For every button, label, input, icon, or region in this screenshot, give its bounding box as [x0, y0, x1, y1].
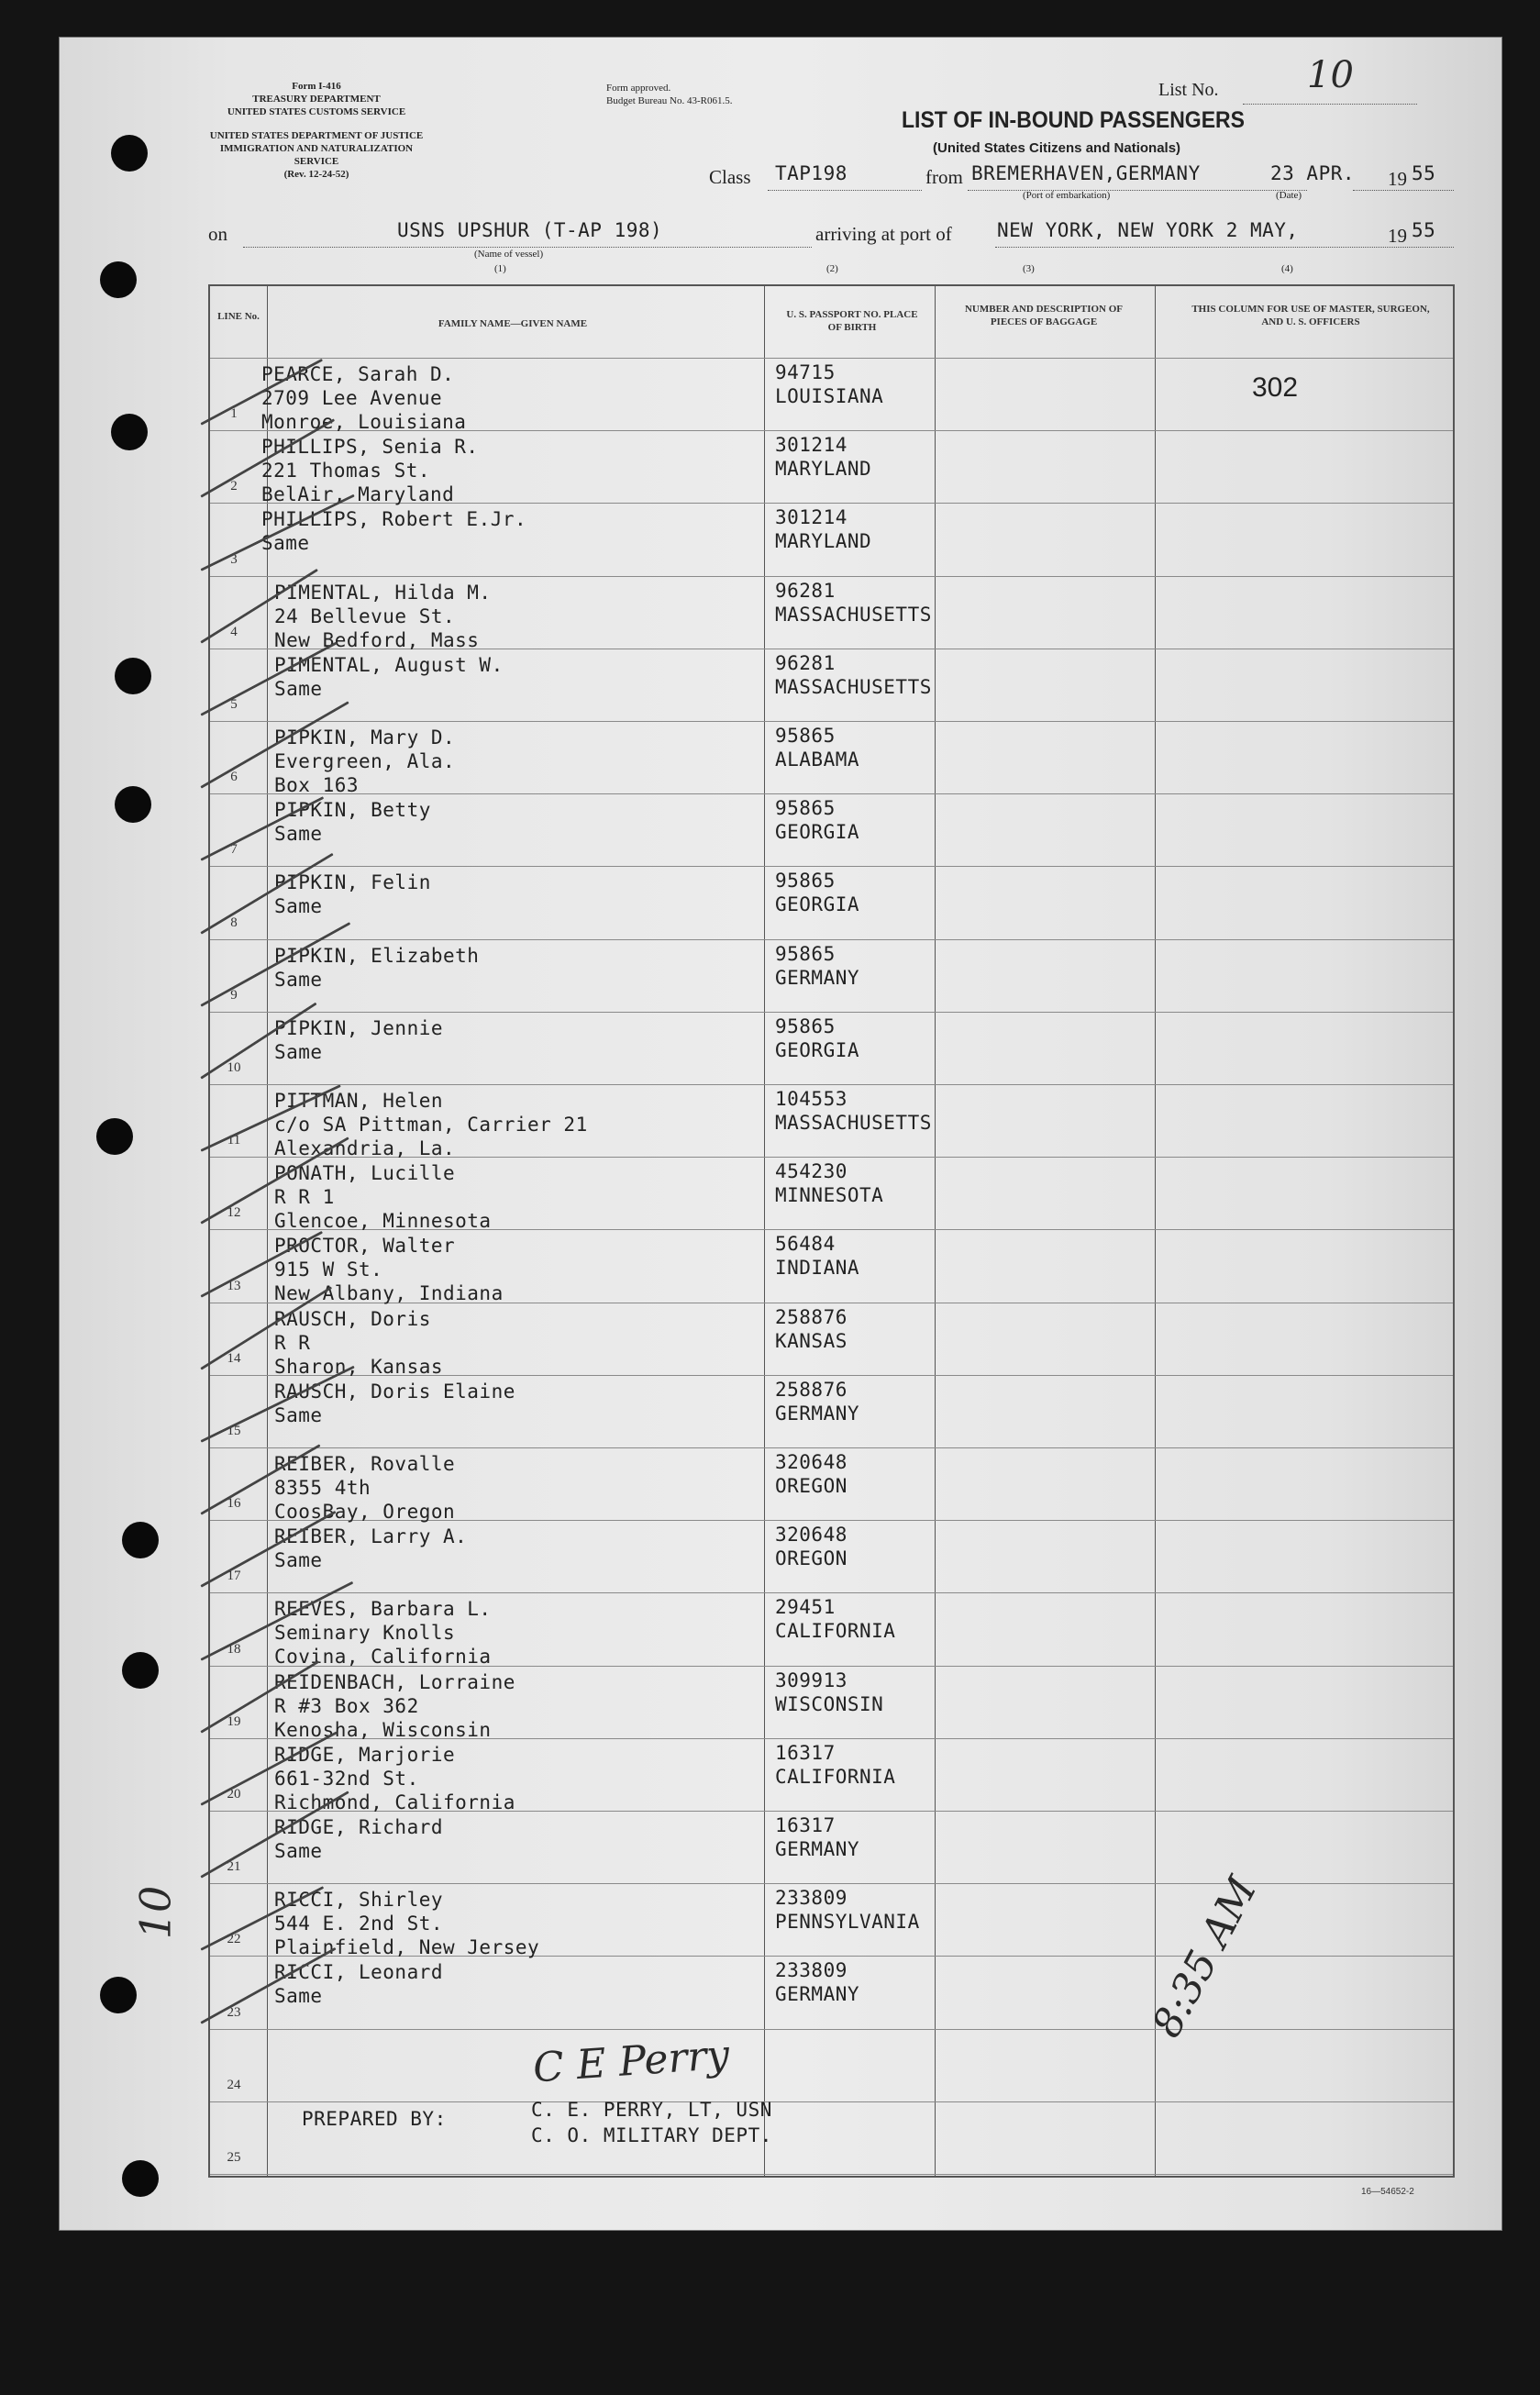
- table-row: [210, 1157, 1453, 1233]
- passenger-address-1: Same: [274, 1040, 323, 1063]
- passenger-name: REIBER, Rovalle: [274, 1453, 456, 1475]
- line-number: 12: [227, 1205, 241, 1221]
- passenger-address-1: Same: [274, 1985, 323, 2008]
- passport-number: 454230: [775, 1160, 848, 1183]
- line-number: 7: [230, 842, 238, 858]
- punch-hole: [100, 1977, 137, 2013]
- row-rule: [210, 2174, 1453, 2175]
- line-number: 15: [227, 1424, 241, 1438]
- passenger-address-1: Same: [274, 1840, 323, 1862]
- preparer-signature: C E Perry: [531, 2031, 731, 2092]
- line-number: 24: [227, 2077, 241, 2092]
- line-number: 19: [227, 1713, 241, 1729]
- punch-hole: [122, 1652, 159, 1689]
- page-title: LIST OF IN-BOUND PASSENGERS: [902, 107, 1245, 133]
- place-of-birth: KANSAS: [775, 1329, 848, 1352]
- col-1-caption: (1): [494, 263, 506, 274]
- passport-number: 29451: [775, 1596, 836, 1619]
- passenger-address-1: Same: [274, 1549, 323, 1572]
- header-name: FAMILY NAME—GIVEN NAME: [438, 318, 588, 329]
- place-of-birth: GEORGIA: [775, 821, 860, 844]
- arrival-year-prefix: 19: [1388, 225, 1407, 247]
- ins-service: IMMIGRATION AND NATURALIZATION SERVICE: [219, 143, 414, 167]
- place-of-birth: MASSACHUSETTS: [775, 675, 932, 698]
- passenger-name: RIDGE, Marjorie: [274, 1743, 456, 1766]
- passenger-address-2: Plainfield, New Jersey: [274, 1936, 540, 1959]
- embark-date: 23 APR.: [1270, 162, 1356, 184]
- punch-hole: [111, 135, 148, 172]
- treasury-dept: TREASURY DEPARTMENT: [252, 94, 381, 105]
- place-of-birth: WISCONSIN: [775, 1692, 884, 1715]
- passenger-address-2: Monroe, Louisiana: [261, 411, 467, 433]
- line-number: 4: [230, 624, 238, 639]
- check-mark: [200, 493, 354, 571]
- passport-number: 320648: [775, 1451, 848, 1473]
- table-row: [210, 649, 1453, 721]
- table-row: [210, 1520, 1453, 1592]
- arriving-label: arriving at port of: [815, 223, 952, 245]
- passenger-address-1: c/o SA Pittman, Carrier 21: [274, 1114, 588, 1136]
- passenger-address-2: New Albany, Indiana: [274, 1282, 504, 1305]
- arrival-year-suffix: 55: [1412, 219, 1436, 241]
- passenger-address-2: Covina, California: [274, 1646, 492, 1669]
- passenger-address-1: 24 Bellevue St.: [274, 604, 456, 627]
- passenger-address-2: New Bedford, Mass: [274, 628, 480, 651]
- line-number: 14: [227, 1350, 241, 1366]
- passenger-address-1: 8355 4th: [274, 1477, 371, 1499]
- place-of-birth: LOUISIANA: [775, 385, 884, 407]
- prepared-label: PREPARED BY:: [302, 2108, 447, 2130]
- list-no-label: List No.: [1158, 80, 1219, 100]
- table-row: [210, 1738, 1453, 1811]
- header-officers: THIS COLUMN FOR USE OF MASTER, SURGEON, AND U. S. OFFICERS: [1191, 304, 1430, 327]
- place-of-birth: PENNSYLVANIA: [775, 1911, 920, 1934]
- place-of-birth: MARYLAND: [775, 530, 872, 553]
- margin-mark: 10: [130, 1885, 181, 1940]
- passenger-address-2: Richmond, California: [274, 1791, 515, 1813]
- year-line: [1353, 190, 1454, 191]
- place-of-birth: GEORGIA: [775, 1038, 860, 1061]
- year-prefix: 19: [1388, 168, 1407, 190]
- justice-block: [197, 129, 436, 181]
- passport-number: 95865: [775, 797, 836, 820]
- table-row: [210, 1666, 1453, 1741]
- passenger-table: [208, 284, 1455, 2178]
- passenger-address-2: Kenosha, Wisconsin: [274, 1718, 492, 1741]
- form-number: Form I-416: [292, 81, 341, 92]
- passport-number: 309913: [775, 1669, 848, 1691]
- table-row: [210, 939, 1453, 1012]
- passenger-address-2: Glencoe, Minnesota: [274, 1210, 492, 1233]
- table-row: [210, 1012, 1453, 1084]
- form-approved: Form approved.: [606, 83, 671, 94]
- passport-number: 56484: [775, 1233, 836, 1256]
- passenger-address-1: 915 W St.: [274, 1258, 383, 1281]
- col-3-caption: (3): [1023, 263, 1035, 274]
- passport-number: 96281: [775, 651, 836, 674]
- line-number: 11: [227, 1133, 241, 1148]
- passenger-address-1: R R 1: [274, 1186, 335, 1209]
- passenger-address-1: Same: [274, 823, 323, 846]
- arrival-line: [995, 247, 1454, 248]
- from-label: from: [925, 166, 963, 188]
- passenger-address-1: R #3 Box 362: [274, 1694, 419, 1717]
- approval-block: [606, 82, 732, 107]
- passport-number: 94715: [775, 361, 836, 383]
- header-line-no: LINE No.: [217, 311, 260, 322]
- passenger-address-1: 661-32nd St.: [274, 1767, 419, 1790]
- passenger-address-1: 2709 Lee Avenue: [261, 387, 443, 409]
- preparer-dept: C. O. MILITARY DEPT.: [531, 2124, 772, 2146]
- vessel-caption: (Name of vessel): [474, 249, 544, 260]
- passport-number: 95865: [775, 1015, 836, 1037]
- table-row: [210, 866, 1453, 938]
- date-caption: (Date): [1276, 190, 1302, 201]
- line-number: 10: [227, 1060, 241, 1075]
- list-no-line: [1243, 104, 1417, 105]
- passenger-address-2: BelAir, Maryland: [261, 483, 455, 506]
- from-line: [968, 190, 1307, 191]
- punch-hole: [111, 414, 148, 450]
- table-row: [210, 576, 1453, 649]
- passenger-address-1: Same: [274, 1403, 323, 1426]
- place-of-birth: ALABAMA: [775, 748, 860, 771]
- passenger-name: RAUSCH, Doris: [274, 1307, 431, 1330]
- revision-date: (Rev. 12-24-52): [283, 169, 349, 180]
- place-of-birth: CALIFORNIA: [775, 1765, 896, 1788]
- embark-port: BREMERHAVEN,GERMANY: [971, 162, 1201, 184]
- row-rule: [210, 2101, 1453, 2102]
- line-number: 13: [227, 1278, 241, 1293]
- line-number: 18: [227, 1641, 241, 1657]
- passport-number: 258876: [775, 1378, 848, 1401]
- passenger-name: PIPKIN, Mary D.: [274, 726, 456, 748]
- line-number: 2: [230, 479, 238, 494]
- page-subtitle: (United States Citizens and Nationals): [933, 140, 1181, 156]
- passenger-name: PHILLIPS, Robert E.Jr.: [261, 508, 527, 531]
- col-2-caption: (2): [826, 263, 838, 274]
- passenger-address-1: R R: [274, 1331, 311, 1354]
- passport-number: 16317: [775, 1814, 836, 1836]
- passenger-name: PIMENTAL, Hilda M.: [274, 581, 492, 604]
- table-row: [210, 503, 1453, 575]
- passenger-address-1: 221 Thomas St.: [261, 460, 431, 482]
- passenger-name: PIPKIN, Elizabeth: [274, 944, 480, 967]
- passenger-name: PIMENTAL, August W.: [274, 653, 504, 676]
- passport-number: 96281: [775, 579, 836, 602]
- table-row: [210, 358, 1453, 433]
- line-number: 23: [227, 2004, 241, 2020]
- passenger-name: REIBER, Larry A.: [274, 1525, 468, 1548]
- place-of-birth: MINNESOTA: [775, 1184, 884, 1207]
- officer-note-time: 8:35 AM: [1143, 1869, 1267, 2046]
- place-of-birth: OREGON: [775, 1547, 848, 1570]
- punch-hole: [96, 1118, 133, 1155]
- list-no-value: 10: [1307, 54, 1354, 96]
- table-row: [210, 1592, 1453, 1669]
- passport-number: 95865: [775, 942, 836, 965]
- line-number: 3: [230, 551, 238, 567]
- place-of-birth: OREGON: [775, 1475, 848, 1497]
- punch-hole: [115, 786, 151, 823]
- passenger-address-1: Same: [274, 895, 323, 918]
- place-of-birth: INDIANA: [775, 1257, 860, 1280]
- passenger-address-1: Evergreen, Ala.: [274, 750, 456, 772]
- preparer-name: C. E. PERRY, LT, USN: [531, 2099, 772, 2121]
- passenger-address-1: Seminary Knolls: [274, 1622, 456, 1645]
- place-of-birth: GEORGIA: [775, 893, 860, 916]
- passport-number: 301214: [775, 506, 848, 529]
- line-number: 1: [230, 406, 238, 422]
- justice-dept: UNITED STATES DEPARTMENT OF JUSTICE: [209, 130, 424, 141]
- header-baggage: NUMBER AND DESCRIPTION OF PIECES OF BAGGAGE: [964, 304, 1124, 327]
- passenger-address-2: CoosBay, Oregon: [274, 1501, 456, 1523]
- class-label: Class: [709, 166, 751, 188]
- check-mark: [200, 1366, 354, 1443]
- place-of-birth: GERMANY: [775, 1838, 860, 1860]
- passenger-address-2: Sharon, Kansas: [274, 1355, 444, 1378]
- vessel-line: [243, 247, 812, 248]
- passport-number: 320648: [775, 1524, 848, 1547]
- passport-number: 233809: [775, 1887, 848, 1910]
- on-label: on: [208, 223, 227, 245]
- place-of-birth: GERMANY: [775, 966, 860, 989]
- passenger-address-1: Same: [261, 532, 310, 555]
- line-number: 5: [230, 697, 238, 712]
- line-number: 21: [227, 1859, 241, 1875]
- punch-hole: [100, 261, 137, 298]
- punch-hole: [122, 2160, 159, 2197]
- passport-number: 95865: [775, 725, 836, 747]
- table-row: [210, 721, 1453, 796]
- table-row: [210, 430, 1453, 506]
- passport-number: 95865: [775, 870, 836, 893]
- year-suffix: 55: [1412, 162, 1436, 184]
- passenger-name: RICCI, Shirley: [274, 1889, 444, 1912]
- place-of-birth: CALIFORNIA: [775, 1620, 896, 1643]
- passenger-name: RICCI, Leonard: [274, 1961, 444, 1984]
- passenger-name: PHILLIPS, Senia R.: [261, 436, 479, 459]
- punch-hole: [115, 658, 151, 694]
- passenger-name: PIPKIN, Betty: [274, 799, 431, 822]
- table-row: [210, 1883, 1453, 1959]
- passenger-address-1: Same: [274, 677, 323, 700]
- embark-caption: (Port of embarkation): [1023, 190, 1111, 201]
- passenger-address-2: Alexandria, La.: [274, 1137, 456, 1159]
- passport-number: 104553: [775, 1088, 848, 1110]
- place-of-birth: MARYLAND: [775, 458, 872, 481]
- passenger-name: REIDENBACH, Lorraine: [274, 1670, 515, 1693]
- table-row: [210, 1811, 1453, 1883]
- passenger-name: REEVES, Barbara L.: [274, 1598, 492, 1621]
- officer-entry: 302: [1252, 372, 1299, 403]
- row-rule: [210, 2029, 1453, 2030]
- passenger-address-2: Box 163: [274, 774, 360, 796]
- line-number: 8: [230, 915, 238, 930]
- place-of-birth: MASSACHUSETTS: [775, 1112, 932, 1134]
- passenger-name: RIDGE, Richard: [274, 1816, 444, 1838]
- place-of-birth: GERMANY: [775, 1983, 860, 2006]
- table-row: [210, 1084, 1453, 1157]
- passport-number: 258876: [775, 1305, 848, 1328]
- table-row: [210, 1303, 1453, 1378]
- customs-service: UNITED STATES CUSTOMS SERVICE: [227, 106, 406, 117]
- punch-hole: [122, 1522, 159, 1558]
- table-row: [210, 1956, 1453, 2028]
- line-number: 17: [227, 1569, 241, 1584]
- passenger-name: PIPKIN, Felin: [274, 871, 431, 894]
- agency-block: [197, 80, 436, 118]
- passenger-name: PONATH, Lucille: [274, 1162, 456, 1185]
- passport-number: 16317: [775, 1741, 836, 1764]
- print-code: 16—54652-2: [1361, 2187, 1414, 2197]
- passenger-name: RAUSCH, Doris Elaine: [274, 1380, 515, 1403]
- passenger-name: PEARCE, Sarah D.: [261, 363, 455, 385]
- line-number: 6: [230, 770, 238, 785]
- line-number: 22: [227, 1932, 241, 1947]
- table-row: [210, 1229, 1453, 1305]
- passenger-name: PIPKIN, Jennie: [274, 1016, 444, 1039]
- line-number: 9: [230, 987, 238, 1003]
- arrival-port: NEW YORK, NEW YORK 2 MAY,: [997, 219, 1299, 241]
- budget-bureau: Budget Bureau No. 43-R061.5.: [606, 95, 733, 106]
- passport-number: 301214: [775, 434, 848, 457]
- class-value: TAP198: [775, 162, 848, 184]
- table-row: [210, 1375, 1453, 1447]
- line-number: 16: [227, 1496, 241, 1512]
- passenger-name: PROCTOR, Walter: [274, 1235, 456, 1258]
- line-number: 25: [227, 2150, 241, 2165]
- passenger-address-1: Same: [274, 968, 323, 991]
- class-line: [768, 190, 922, 191]
- table-row: [210, 1447, 1453, 1523]
- col-4-caption: (4): [1281, 263, 1293, 274]
- line-number: 20: [227, 1787, 241, 1802]
- passport-number: 233809: [775, 1959, 848, 1982]
- place-of-birth: GERMANY: [775, 1402, 860, 1425]
- header-passport: U. S. PASSPORT NO. PLACE OF BIRTH: [786, 309, 918, 333]
- vessel-name: USNS UPSHUR (T-AP 198): [397, 219, 663, 241]
- passenger-name: PITTMAN, Helen: [274, 1090, 444, 1112]
- table-row: [210, 793, 1453, 866]
- place-of-birth: MASSACHUSETTS: [775, 603, 932, 626]
- passenger-address-1: 544 E. 2nd St.: [274, 1913, 444, 1935]
